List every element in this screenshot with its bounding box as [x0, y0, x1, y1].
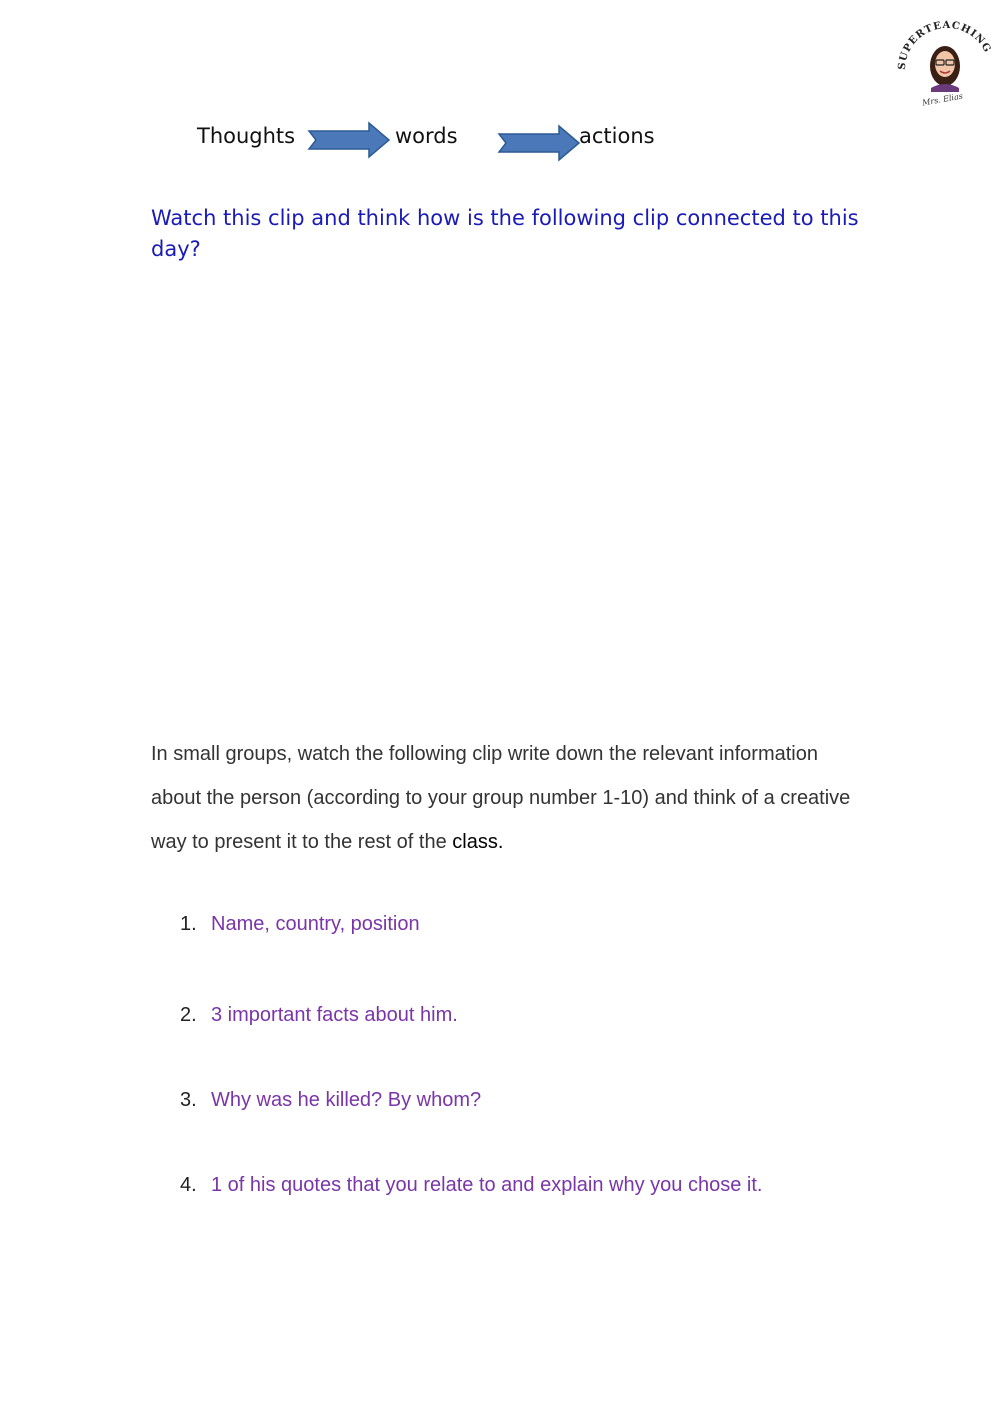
flow-step-words: words — [395, 124, 458, 148]
task-text: 1 of his quotes that you relate to and explain why you chose it. — [211, 1174, 763, 1196]
group-instructions — [151, 732, 851, 864]
instructions-end-word: class. — [452, 831, 504, 853]
flow-step-actions: actions — [579, 124, 655, 148]
logo-signature: Mrs. Elias — [921, 91, 964, 108]
task-number: 2. — [180, 1004, 197, 1026]
right-arrow-icon — [307, 121, 391, 159]
logo-brand-text: SUPERTEACHING — [896, 19, 993, 71]
task-text: Name, country, position — [211, 913, 420, 935]
task-text: 3 important facts about him. — [211, 1004, 458, 1026]
task-item-4 — [180, 1174, 762, 1197]
flow-step-thoughts: Thoughts — [197, 124, 296, 148]
instructions-text: In small groups, watch the following clip write down the relevant information about the person (according to your group number 1-10) and think of a creative way to present it to the rest of the — [151, 743, 851, 853]
task-text: Why was he killed? By whom? — [211, 1089, 482, 1111]
task-item-3 — [180, 1089, 481, 1112]
right-arrow-icon — [497, 124, 581, 162]
clip-question-heading: Watch this clip and think how is the following clip connected to this day? — [151, 206, 859, 261]
task-number: 4. — [180, 1174, 197, 1196]
task-number: 1. — [180, 913, 197, 935]
superteaching-logo — [895, 18, 995, 108]
task-item-2 — [180, 1004, 458, 1027]
task-item-1 — [180, 913, 420, 936]
task-number: 3. — [180, 1089, 197, 1111]
